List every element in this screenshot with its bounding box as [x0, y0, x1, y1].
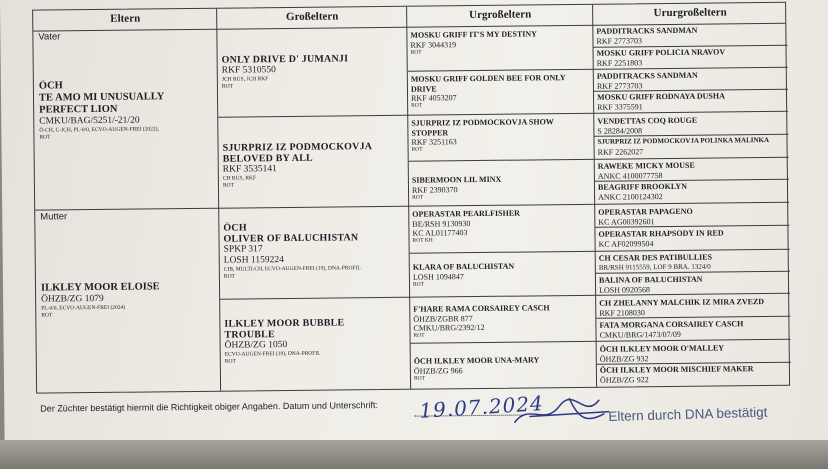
gggp-reg: RKF 3375591: [597, 101, 643, 112]
grandparent-entry: [223, 221, 406, 280]
ggp-name: F'HARE RAMA CORSAIREY CASCH: [413, 303, 550, 314]
gggp-reg: RKF 2251803: [596, 57, 643, 68]
gggp-name: SJURPRIZ IZ PODMOCKOVJA POLINKA MALINKA: [597, 135, 770, 146]
gg-grandparent-entry: [598, 228, 787, 248]
gg-grandparent-entry: [597, 115, 786, 135]
grandparent-entry: [222, 53, 404, 90]
gggp-reg: KC AG00392601: [598, 216, 655, 227]
dam-titles: PL-0/0, ECVO-AUGEN-FREI (2024) ROT: [41, 304, 126, 319]
gggp-reg: LOSH 0920568: [599, 284, 651, 295]
gggp-reg: KC AF02099504: [598, 238, 654, 249]
ggp-titles: ROT: [411, 146, 423, 153]
ggp-name: MOSKU GRIFF IT'S MY DESTINY: [410, 29, 537, 40]
gggp-name: BEAGRIFF BROOKLYN: [597, 181, 688, 192]
gggp-name: MOSKU GRIFF RODNAYA DUSHA: [597, 91, 725, 102]
ggp-reg: RKF 3044319: [410, 39, 457, 50]
gggp-name: ÖCH ILKLEY MOOR O'MALLEY: [599, 343, 725, 354]
gg-grandparent-entry: [597, 91, 786, 111]
great-grandparent-entry: [412, 174, 592, 201]
gggp-name: RAWEKE MICKY MOUSE: [597, 160, 695, 171]
ggp-name: SJURPRIZ IZ PODMOCKOVJA SHOW STOPPER: [411, 117, 554, 138]
gg-grandparent-entry: [599, 319, 788, 339]
grandparent-entry: [223, 141, 405, 189]
breeder-confirmation-text: Der Züchter bestätigt hiermit die Richtigkeit obiger Angaben. Datum und Unterschrift:: [40, 400, 378, 414]
gggp-reg: ÖHZB/ZG 922: [599, 374, 649, 385]
great-grandparent-entry: [411, 73, 591, 109]
ggp-reg: LOSH 1094847: [412, 271, 464, 282]
gg-grandparent-entry: [600, 364, 789, 384]
dna-confirmation-stamp: Eltern durch DNA bestätigt: [608, 404, 768, 425]
gggp-reg: RKF 2773703: [596, 35, 643, 46]
gggp-name: VENDETTAS COQ ROUGE: [597, 115, 698, 126]
gg-grandparent-entry: [597, 70, 786, 90]
pedigree-table: [32, 2, 790, 394]
great-grandparent-entry: [414, 355, 594, 382]
gggp-name: BALINA OF BALUCHISTAN: [598, 274, 703, 285]
ggp-reg: RKF 4053207: [411, 93, 457, 103]
grandparent-name: ILKLEY MOOR BUBBLE TROUBLE: [224, 317, 345, 341]
signature: [509, 392, 619, 433]
ggp-name: KLARA OF BALUCHISTAN: [412, 261, 515, 272]
mutter-label: Mutter: [40, 211, 68, 223]
gg-grandparent-entry: [597, 47, 786, 67]
great-grandparent-entry: [413, 261, 593, 288]
grandparent-titles: ECVO-AUGEN-FREI (19), DNA-PROFIL ROT: [224, 350, 321, 365]
gggp-reg: RKF 2262027: [597, 146, 644, 157]
vater-label: Vater: [38, 31, 61, 43]
gg-grandparent-entry: [597, 136, 786, 156]
ggp-reg: RKF 3251163: [411, 137, 457, 147]
gggp-name: OPERASTAR RHAPSODY IN RED: [598, 228, 724, 239]
gggp-reg: BR/RSH 9115559, LOF 9 BRA. 1324/0: [598, 262, 711, 272]
gg-grandparent-entry: [598, 160, 787, 180]
gggp-name: CH CESAR DES PATIBULLIES: [598, 252, 713, 263]
header-ururgrosseltern: Ururgroßeltern: [653, 6, 727, 20]
great-grandparent-entry: [410, 29, 590, 56]
ggp-titles: ROT KH: [412, 236, 433, 244]
gggp-reg: CMKU/BRG/1473/07/09: [599, 329, 681, 340]
grandparent-entry: [224, 317, 406, 365]
header-urgrosseltern: Urgroßeltern: [469, 8, 532, 22]
background-shadow: [0, 440, 828, 469]
gggp-name: PADDITRACKS SANDMAN: [596, 70, 698, 81]
dam-reg: ÖHZB/ZG 1079: [41, 293, 104, 305]
gggp-reg: ANKC 4100077758: [597, 170, 663, 181]
ggp-titles: ROT: [413, 332, 425, 339]
ggp-titles: ROT: [411, 102, 423, 109]
ggp-titles: ROT: [410, 49, 422, 56]
ggp-reg: ÖHZB/ZGBR 877 CMKU/BRG/2392/12: [413, 313, 485, 333]
grandparent-titles: CH RUS, RKF ROT: [222, 175, 257, 189]
gggp-reg: RKF 2773703: [596, 80, 643, 91]
dam-name: ILKLEY MOOR ELOISE: [40, 281, 160, 294]
gg-grandparent-entry: [599, 297, 788, 317]
ggp-name: OPERASTAR PEARLFISHER: [412, 208, 520, 219]
gg-grandparent-entry: [599, 252, 788, 272]
ggp-titles: ROT: [412, 281, 425, 288]
great-grandparent-entry: [412, 208, 592, 244]
sire-titles: Ö-CH, C-JCH, PL-0/0, ECVO-AUGEN-FREI (2022), ROT: [39, 126, 159, 141]
ggp-reg: ÖHZB/ZG 966: [413, 365, 463, 376]
ggp-reg: RKF 2390370: [411, 184, 458, 195]
gggp-reg: S 28284/2008: [597, 125, 643, 136]
grandparent-reg: ÖHZB/ZG 1050: [224, 340, 288, 351]
dam-entry: [41, 281, 217, 319]
gg-grandparent-entry: [600, 343, 789, 363]
grandparent-titles: CIB, MULTI-CH, ECVO-AUGEN-FREI (19), DNA-PROFIL ROT: [223, 265, 361, 280]
gggp-name: CH ZHELANNY MALCHIK IZ MIRA ZVEZD: [599, 297, 765, 308]
grandparent-name: SJURPRIZ IZ PODMOCKOVJA BELOVED BY ALL: [222, 141, 373, 165]
gggp-name: PADDITRACKS SANDMAN: [596, 25, 698, 36]
gggp-name: MOSKU GRIFF POLICIA NRAVOV: [596, 47, 726, 58]
gggp-name: ÖCH ILKLEY MOOR MISCHIEF MAKER: [599, 364, 754, 375]
gg-grandparent-entry: [596, 25, 785, 45]
ggp-name: ÖCH ILKLEY MOOR UNA-MARY: [413, 355, 540, 366]
sire-name: ÖCH TE AMO MI UNUSUALLY PERFECT LION: [38, 80, 165, 116]
gggp-reg: RKF 2108030: [599, 307, 645, 318]
gg-grandparent-entry: [598, 206, 787, 226]
grandparent-name: ÖCH OLIVER OF BALUCHISTAN: [223, 222, 359, 245]
grandparent-name: ONLY DRIVE D' JUMANJI: [221, 53, 349, 66]
ggp-name: MOSKU GRIFF GOLDEN BEE FOR ONLY DRIVE: [410, 73, 566, 94]
great-grandparent-entry: [411, 117, 591, 153]
ggp-titles: ROT: [412, 194, 424, 201]
grandparent-reg: RKF 3535141: [222, 164, 277, 175]
grandparent-reg: RKF 5310550: [221, 65, 276, 76]
ggp-reg: BE/RSH 9130930 KC AL01177403: [412, 218, 471, 238]
grandparent-titles: JCH RUS, JCH RKF ROT: [221, 76, 269, 90]
grandparent-reg: SPKP 317 LOSH 1159224: [223, 244, 284, 266]
gg-grandparent-entry: [599, 274, 788, 294]
gggp-name: FATA MORGANA CORSAIREY CASCH: [599, 319, 744, 330]
handwritten-date: 19.07.2024: [418, 391, 545, 423]
gggp-reg: ANKC 2100124302: [598, 191, 663, 202]
gg-grandparent-entry: [598, 181, 787, 201]
sire-reg: CMKU/BAG/5251/-21/20: [39, 115, 140, 127]
ggp-name: SIBERMOON LIL MINX: [411, 174, 502, 185]
header-eltern: Eltern: [110, 12, 141, 25]
great-grandparent-entry: [413, 303, 593, 339]
gggp-name: OPERASTAR PAPAGENO: [598, 206, 693, 217]
header-grosseltern: Großeltern: [285, 10, 339, 24]
gggp-reg: ÖHZB/ZG 932: [599, 353, 649, 364]
sire-entry: [39, 79, 216, 141]
ggp-titles: ROT: [413, 375, 426, 382]
